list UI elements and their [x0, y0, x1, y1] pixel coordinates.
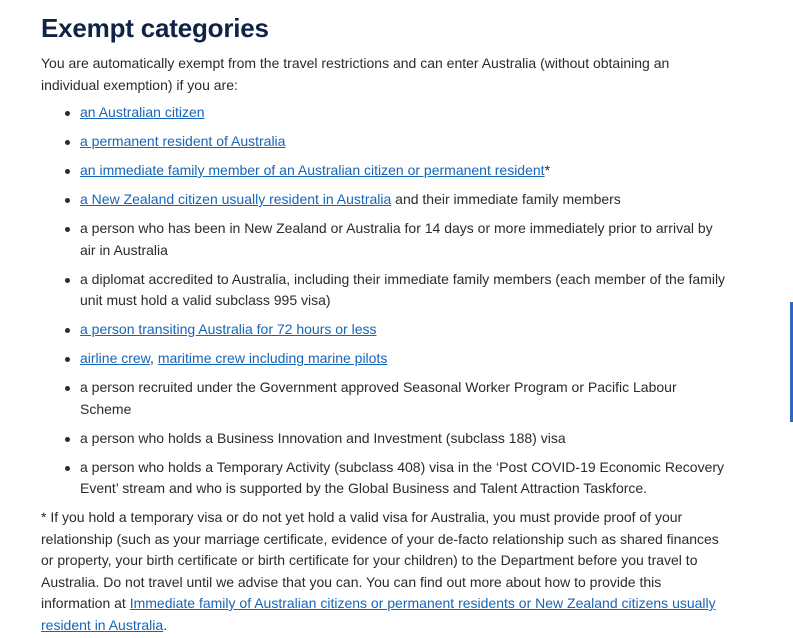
footnote-text: * If you hold a temporary visa or do not yet hold a valid visa for Australia, you must provide proof of your relationship (such as your marriage certificate, evidence of your de-facto relationship such as shared finances or property, your birth certificate or birth certificate for your children) to the Department before you travel to Australia. Do not travel until we advise that you can. You can find out more about how to provide this information at [41, 509, 719, 611]
list-item [41, 218, 731, 261]
link-transiting[interactable]: a person transiting Australia for 72 hours or less [80, 321, 377, 337]
link-immediate-family[interactable]: an immediate family member of an Australian citizen or permanent resident [80, 162, 545, 178]
footnote-period: . [163, 616, 168, 633]
list-item [41, 319, 731, 341]
bullet-icon [65, 466, 70, 471]
list-item [41, 189, 731, 211]
link-maritime-crew[interactable]: maritime crew including marine pilots [157, 350, 388, 366]
bullet-icon [65, 437, 70, 442]
separator: , [150, 350, 158, 366]
item-text: a person recruited under the Government approved Seasonal Worker Program or Pacific Labour Scheme [80, 379, 677, 417]
link-australian-citizen[interactable]: an Australian citizen [80, 104, 205, 120]
item-text: and their immediate family members [391, 191, 621, 207]
item-text: a person who holds a Business Innovation and Investment (subclass 188) visa [80, 429, 566, 446]
list-item [41, 102, 731, 124]
link-airline-crew[interactable]: airline crew [80, 350, 151, 366]
section-heading: Exempt categories [41, 13, 269, 43]
bullet-icon [65, 328, 70, 333]
bullet-icon [65, 198, 70, 203]
link-new-zealand-citizen[interactable]: a New Zealand citizen usually resident in Australia [80, 191, 392, 207]
list-item [41, 131, 731, 153]
list-item [41, 160, 731, 182]
list-item [41, 457, 731, 500]
asterisk-note: * [544, 162, 551, 178]
list-item [41, 348, 731, 370]
bullet-icon [65, 278, 70, 283]
bullet-icon [65, 357, 70, 362]
item-text: a diplomat accredited to Australia, including their immediate family members (each member of the family unit must hold a valid subclass 995 visa) [80, 270, 726, 308]
item-text: a person who has been in New Zealand or Australia for 14 days or more immediately prior to arrival by air in Australia [80, 220, 713, 258]
footnote-paragraph [41, 507, 731, 636]
exempt-list [41, 102, 731, 500]
intro-paragraph: You are automatically exempt from the travel restrictions and can enter Australia (without obtaining an individual exemption) if you are: [41, 55, 670, 93]
list-item [41, 377, 731, 420]
bullet-icon [65, 386, 70, 391]
bullet-icon [65, 169, 70, 174]
bullet-icon [65, 140, 70, 145]
bullet-icon [65, 227, 70, 232]
list-item [41, 269, 731, 312]
bullet-icon [65, 111, 70, 116]
link-permanent-resident[interactable]: a permanent resident of Australia [80, 133, 286, 149]
item-text: a person who holds a Temporary Activity (subclass 408) visa in the ‘Post COVID-19 Economic Recovery Event’ stream and who is supported by the Global Business and Talent Attraction Taskforce. [80, 458, 725, 496]
list-item [41, 428, 731, 450]
exempt-categories-section [41, 12, 731, 636]
link-immediate-family-info[interactable]: Immediate family of Australian citizens or permanent residents or New Zealand citizens usually resident in Australia [41, 595, 716, 633]
